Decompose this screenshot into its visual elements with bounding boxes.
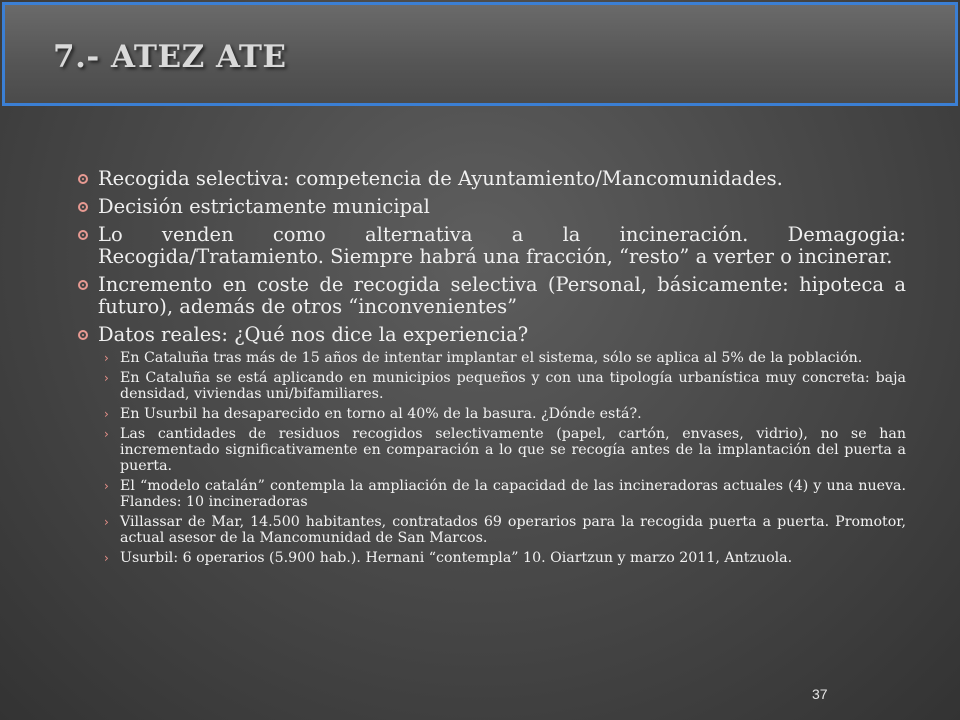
sub-bullet-item bbox=[78, 514, 906, 546]
circle-bullet-icon bbox=[78, 174, 88, 184]
chevron-right-icon: › bbox=[104, 427, 109, 441]
circle-bullet-icon bbox=[78, 202, 88, 212]
sub-bullet-item bbox=[78, 426, 906, 474]
sub-bullet-text: Usurbil: 6 operarios (5.900 hab.). Hernani “contempla” 10. Oiartzun y marzo 2011, Antzuola. bbox=[120, 550, 793, 566]
sub-bullet-text: En Usurbil ha desaparecido en torno al 40% de la basura. ¿Dónde está?. bbox=[120, 406, 642, 422]
slide-content bbox=[78, 168, 906, 570]
slide-title: 7.- ATEZ ATE bbox=[53, 39, 287, 75]
sub-bullet-text: En Cataluña tras más de 15 años de intentar implantar el sistema, sólo se aplica al 5% de la población. bbox=[120, 350, 863, 366]
sub-bullet-text: En Cataluña se está aplicando en municipios pequeños y con una tipología urbanística muy concreta: baja densidad, viviendas uni/bifamiliares. bbox=[120, 370, 906, 402]
bullet-item bbox=[78, 224, 906, 268]
bullet-text: Recogida selectiva: competencia de Ayuntamiento/Mancomunidades. bbox=[98, 167, 783, 190]
bullet-item bbox=[78, 196, 906, 218]
sub-bullet-list bbox=[78, 350, 906, 566]
sub-bullet-item bbox=[78, 350, 906, 366]
circle-bullet-icon bbox=[78, 280, 88, 290]
sub-bullet-text: El “modelo catalán” contempla la ampliación de la capacidad de las incineradoras actuales (4) y una nueva. Flandes: 10 incineradoras bbox=[120, 478, 906, 510]
circle-bullet-icon bbox=[78, 330, 88, 340]
sub-bullet-text: Las cantidades de residuos recogidos selectivamente (papel, cartón, envases, vidrio), no se han incrementado significativamente en comparación a lo que se recogía antes de la implantación del puerta a puerta. bbox=[120, 426, 906, 474]
title-bar bbox=[2, 2, 958, 106]
sub-bullet-item bbox=[78, 370, 906, 402]
bullet-text: Datos reales: ¿Qué nos dice la experiencia? bbox=[98, 323, 529, 346]
sub-bullet-item bbox=[78, 478, 906, 510]
chevron-right-icon: › bbox=[104, 371, 109, 385]
bullet-item bbox=[78, 324, 906, 346]
sub-bullet-item bbox=[78, 550, 906, 566]
bullet-item bbox=[78, 274, 906, 318]
chevron-right-icon: › bbox=[104, 551, 109, 565]
chevron-right-icon: › bbox=[104, 515, 109, 529]
bullet-item bbox=[78, 168, 906, 190]
bullet-text: Lo venden como alternativa a la incineración. Demagogia: Recogida/Tratamiento. Siempre habrá una fracción, “resto” a verter o incinerar. bbox=[98, 223, 906, 268]
bullet-text: Incremento en coste de recogida selectiva (Personal, básicamente: hipoteca a futuro), además de otros “inconvenientes” bbox=[98, 273, 906, 318]
sub-bullet-text: Villassar de Mar, 14.500 habitantes, contratados 69 operarios para la recogida puerta a puerta. Promotor, actual asesor de la Mancomunidad de San Marcos. bbox=[120, 514, 906, 546]
sub-bullet-item bbox=[78, 406, 906, 422]
chevron-right-icon: › bbox=[104, 351, 109, 365]
chevron-right-icon: › bbox=[104, 479, 109, 493]
circle-bullet-icon bbox=[78, 230, 88, 240]
bullet-text: Decisión estrictamente municipal bbox=[98, 195, 430, 218]
page-number: 37 bbox=[812, 686, 828, 702]
chevron-right-icon: › bbox=[104, 407, 109, 421]
